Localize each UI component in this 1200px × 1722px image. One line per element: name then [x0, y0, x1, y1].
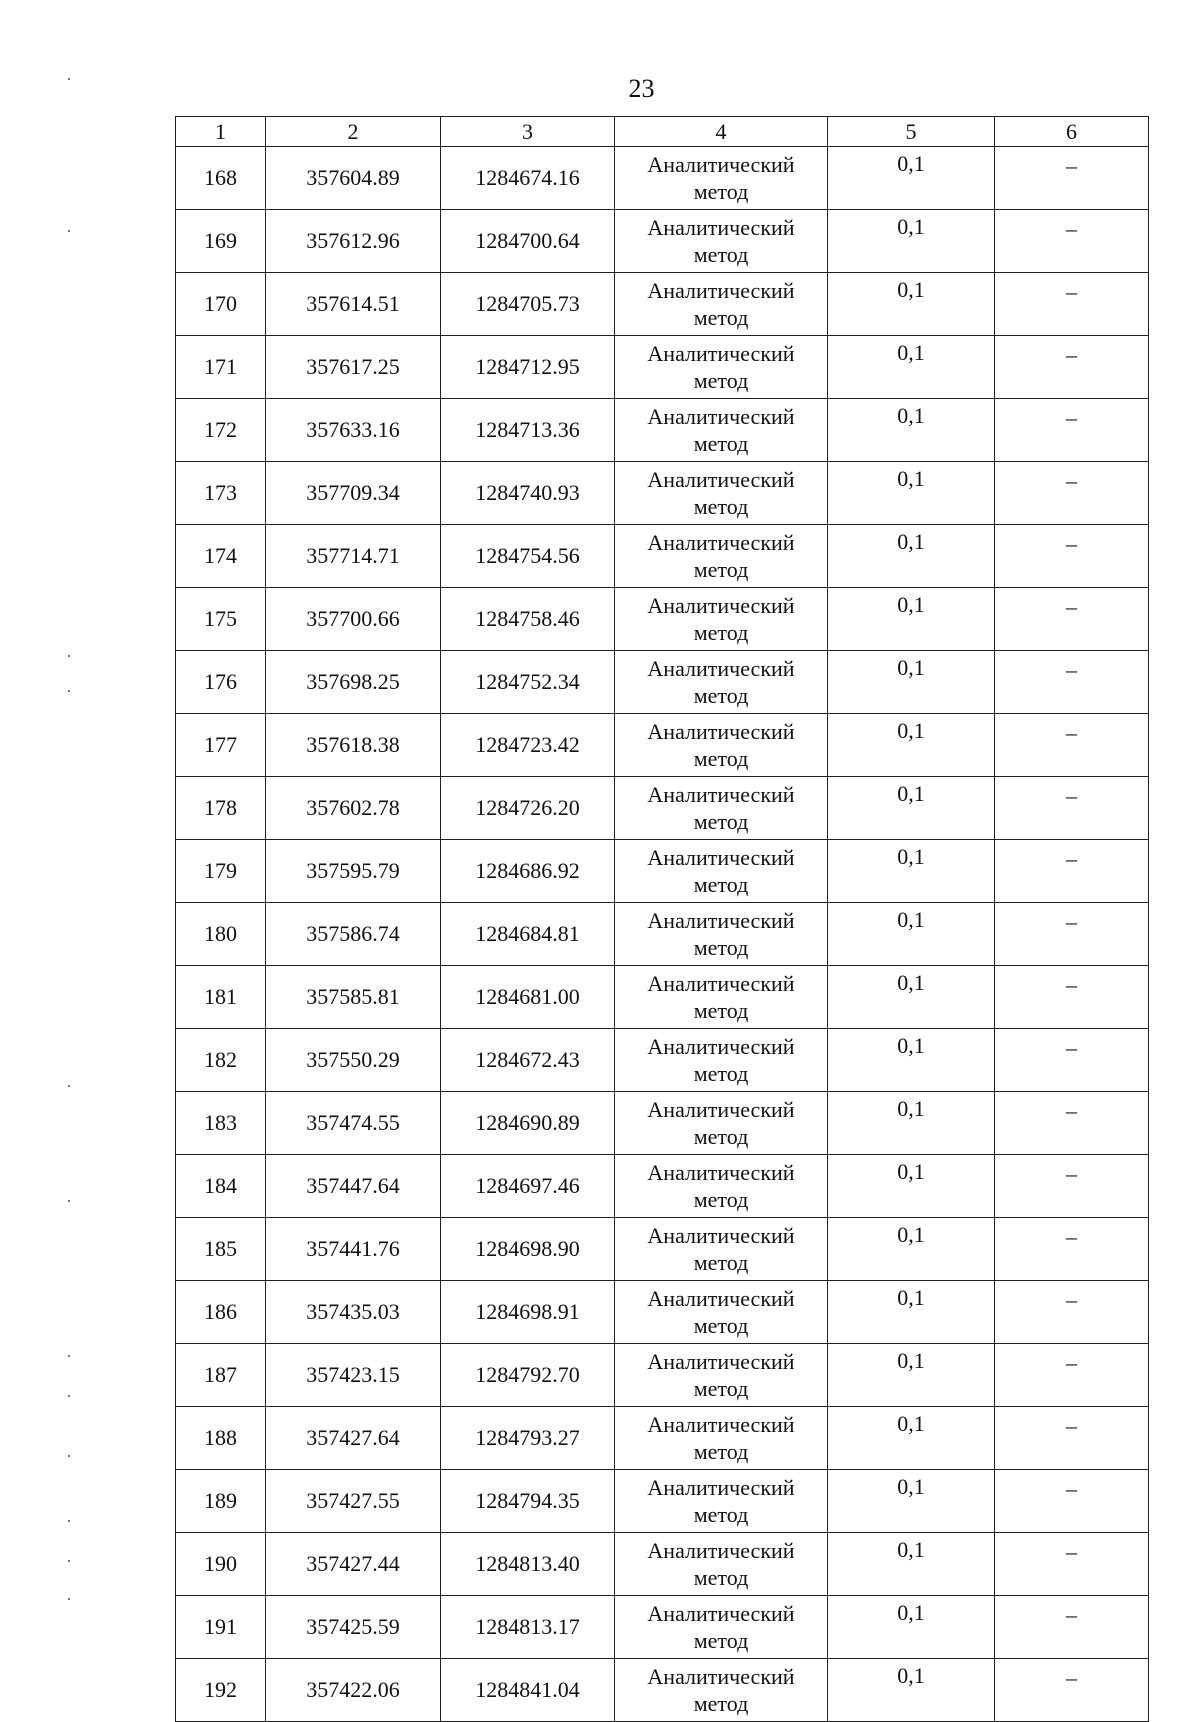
method-cell: [615, 588, 828, 651]
precision-cell: 0,1: [828, 1533, 995, 1596]
method-cell: [615, 1407, 828, 1470]
point-number-cell: 188: [176, 1407, 266, 1470]
scan-mark: [68, 230, 70, 232]
y-coordinate-cell: 1284758.46: [441, 588, 615, 651]
x-coordinate-cell: 357441.76: [266, 1218, 441, 1281]
note-cell: –: [995, 1533, 1149, 1596]
scan-mark: [68, 1395, 70, 1397]
method-line: Аналитический: [647, 1664, 795, 1689]
method-line: метод: [693, 683, 749, 708]
method-line: Аналитический: [647, 404, 795, 429]
method-line: Аналитический: [647, 656, 795, 681]
point-number-cell: 176: [176, 651, 266, 714]
x-coordinate-cell: 357618.38: [266, 714, 441, 777]
method-cell: [615, 147, 828, 210]
point-number-cell: 192: [176, 1659, 266, 1722]
method-line: Аналитический: [647, 341, 795, 366]
table-row: [176, 840, 1149, 903]
method-line: Аналитический: [647, 1475, 795, 1500]
method-cell: [615, 1596, 828, 1659]
method-line: Аналитический: [647, 593, 795, 618]
x-coordinate-cell: 357698.25: [266, 651, 441, 714]
point-number-cell: 181: [176, 966, 266, 1029]
method-line: Аналитический: [647, 1538, 795, 1563]
y-coordinate-cell: 1284792.70: [441, 1344, 615, 1407]
note-cell: –: [995, 1659, 1149, 1722]
precision-cell: 0,1: [828, 1092, 995, 1155]
precision-cell: 0,1: [828, 147, 995, 210]
method-line: метод: [693, 746, 749, 771]
point-number-cell: 180: [176, 903, 266, 966]
method-cell: [615, 1659, 828, 1722]
precision-cell: 0,1: [828, 1407, 995, 1470]
x-coordinate-cell: 357585.81: [266, 966, 441, 1029]
point-number-cell: 183: [176, 1092, 266, 1155]
x-coordinate-cell: 357700.66: [266, 588, 441, 651]
method-cell: [615, 399, 828, 462]
y-coordinate-cell: 1284752.34: [441, 651, 615, 714]
point-number-cell: 187: [176, 1344, 266, 1407]
precision-cell: 0,1: [828, 273, 995, 336]
note-cell: –: [995, 588, 1149, 651]
point-number-cell: 178: [176, 777, 266, 840]
note-cell: –: [995, 1092, 1149, 1155]
y-coordinate-cell: 1284686.92: [441, 840, 615, 903]
x-coordinate-cell: 357595.79: [266, 840, 441, 903]
note-cell: –: [995, 210, 1149, 273]
method-cell: [615, 273, 828, 336]
method-cell: [615, 1029, 828, 1092]
note-cell: –: [995, 651, 1149, 714]
method-cell: [615, 903, 828, 966]
scan-mark: [68, 1520, 70, 1522]
precision-cell: 0,1: [828, 588, 995, 651]
note-cell: –: [995, 462, 1149, 525]
precision-cell: 0,1: [828, 1659, 995, 1722]
point-number-cell: 189: [176, 1470, 266, 1533]
column-header-3: 3: [441, 117, 615, 147]
method-line: Аналитический: [647, 467, 795, 492]
method-cell: [615, 651, 828, 714]
point-number-cell: 170: [176, 273, 266, 336]
table-row: [176, 1218, 1149, 1281]
method-line: метод: [693, 809, 749, 834]
y-coordinate-cell: 1284723.42: [441, 714, 615, 777]
x-coordinate-cell: 357602.78: [266, 777, 441, 840]
method-cell: [615, 1155, 828, 1218]
note-cell: –: [995, 1218, 1149, 1281]
method-line: Аналитический: [647, 278, 795, 303]
x-coordinate-cell: 357427.64: [266, 1407, 441, 1470]
note-cell: –: [995, 840, 1149, 903]
method-cell: [615, 1470, 828, 1533]
table-row: [176, 651, 1149, 714]
y-coordinate-cell: 1284794.35: [441, 1470, 615, 1533]
method-line: метод: [693, 1628, 749, 1653]
point-number-cell: 173: [176, 462, 266, 525]
method-cell: [615, 462, 828, 525]
method-line: Аналитический: [647, 1034, 795, 1059]
method-line: метод: [693, 242, 749, 267]
table-row: [176, 903, 1149, 966]
precision-cell: 0,1: [828, 1029, 995, 1092]
precision-cell: 0,1: [828, 1218, 995, 1281]
precision-cell: 0,1: [828, 966, 995, 1029]
method-line: Аналитический: [647, 1412, 795, 1437]
x-coordinate-cell: 357435.03: [266, 1281, 441, 1344]
method-line: метод: [693, 620, 749, 645]
method-line: метод: [693, 1691, 749, 1716]
table-body: [176, 147, 1149, 1722]
y-coordinate-cell: 1284712.95: [441, 336, 615, 399]
table-row: [176, 1596, 1149, 1659]
x-coordinate-cell: 357633.16: [266, 399, 441, 462]
method-line: метод: [693, 935, 749, 960]
point-number-cell: 174: [176, 525, 266, 588]
method-line: Аналитический: [647, 845, 795, 870]
table-row: [176, 1470, 1149, 1533]
precision-cell: 0,1: [828, 840, 995, 903]
point-number-cell: 175: [176, 588, 266, 651]
method-line: метод: [693, 1061, 749, 1086]
method-line: метод: [693, 1502, 749, 1527]
precision-cell: 0,1: [828, 336, 995, 399]
x-coordinate-cell: 357425.59: [266, 1596, 441, 1659]
point-number-cell: 172: [176, 399, 266, 462]
note-cell: –: [995, 336, 1149, 399]
note-cell: –: [995, 1155, 1149, 1218]
x-coordinate-cell: 357427.44: [266, 1533, 441, 1596]
method-line: Аналитический: [647, 215, 795, 240]
x-coordinate-cell: 357550.29: [266, 1029, 441, 1092]
y-coordinate-cell: 1284793.27: [441, 1407, 615, 1470]
note-cell: –: [995, 777, 1149, 840]
method-line: Аналитический: [647, 719, 795, 744]
method-cell: [615, 714, 828, 777]
note-cell: –: [995, 1596, 1149, 1659]
method-cell: [615, 1092, 828, 1155]
x-coordinate-cell: 357714.71: [266, 525, 441, 588]
column-header-5: 5: [828, 117, 995, 147]
table-row: [176, 399, 1149, 462]
y-coordinate-cell: 1284841.04: [441, 1659, 615, 1722]
method-line: метод: [693, 998, 749, 1023]
precision-cell: 0,1: [828, 1596, 995, 1659]
y-coordinate-cell: 1284674.16: [441, 147, 615, 210]
scan-mark: [68, 1355, 70, 1357]
method-line: метод: [693, 431, 749, 456]
column-header-2: 2: [266, 117, 441, 147]
precision-cell: 0,1: [828, 525, 995, 588]
precision-cell: 0,1: [828, 1470, 995, 1533]
y-coordinate-cell: 1284672.43: [441, 1029, 615, 1092]
method-line: метод: [693, 494, 749, 519]
point-number-cell: 177: [176, 714, 266, 777]
precision-cell: 0,1: [828, 714, 995, 777]
method-cell: [615, 966, 828, 1029]
method-line: Аналитический: [647, 908, 795, 933]
y-coordinate-cell: 1284705.73: [441, 273, 615, 336]
method-line: Аналитический: [647, 1160, 795, 1185]
precision-cell: 0,1: [828, 651, 995, 714]
method-cell: [615, 1281, 828, 1344]
y-coordinate-cell: 1284813.17: [441, 1596, 615, 1659]
method-cell: [615, 525, 828, 588]
note-cell: –: [995, 147, 1149, 210]
note-cell: –: [995, 903, 1149, 966]
point-number-cell: 169: [176, 210, 266, 273]
x-coordinate-cell: 357447.64: [266, 1155, 441, 1218]
precision-cell: 0,1: [828, 1155, 995, 1218]
method-line: Аналитический: [647, 1286, 795, 1311]
method-cell: [615, 840, 828, 903]
point-number-cell: 182: [176, 1029, 266, 1092]
method-line: метод: [693, 305, 749, 330]
method-cell: [615, 1218, 828, 1281]
point-number-cell: 184: [176, 1155, 266, 1218]
method-line: метод: [693, 1124, 749, 1149]
y-coordinate-cell: 1284684.81: [441, 903, 615, 966]
note-cell: –: [995, 1029, 1149, 1092]
precision-cell: 0,1: [828, 399, 995, 462]
table-row: [176, 966, 1149, 1029]
note-cell: –: [995, 1470, 1149, 1533]
table-header: [176, 117, 1149, 147]
method-line: Аналитический: [647, 1223, 795, 1248]
note-cell: –: [995, 1281, 1149, 1344]
table-row: [176, 588, 1149, 651]
scan-mark: [68, 655, 70, 657]
precision-cell: 0,1: [828, 1344, 995, 1407]
table-row: [176, 1281, 1149, 1344]
method-line: метод: [693, 1565, 749, 1590]
note-cell: –: [995, 1407, 1149, 1470]
method-line: метод: [693, 1187, 749, 1212]
method-line: метод: [693, 557, 749, 582]
note-cell: –: [995, 966, 1149, 1029]
x-coordinate-cell: 357604.89: [266, 147, 441, 210]
table-row: [176, 462, 1149, 525]
y-coordinate-cell: 1284697.46: [441, 1155, 615, 1218]
method-line: Аналитический: [647, 971, 795, 996]
method-cell: [615, 1344, 828, 1407]
x-coordinate-cell: 357617.25: [266, 336, 441, 399]
method-line: Аналитический: [647, 1601, 795, 1626]
x-coordinate-cell: 357422.06: [266, 1659, 441, 1722]
point-number-cell: 168: [176, 147, 266, 210]
column-header-1: 1: [176, 117, 266, 147]
point-number-cell: 186: [176, 1281, 266, 1344]
method-line: метод: [693, 872, 749, 897]
y-coordinate-cell: 1284754.56: [441, 525, 615, 588]
method-cell: [615, 336, 828, 399]
point-number-cell: 191: [176, 1596, 266, 1659]
method-line: метод: [693, 179, 749, 204]
x-coordinate-cell: 357586.74: [266, 903, 441, 966]
page-number: 23: [628, 74, 655, 103]
y-coordinate-cell: 1284813.40: [441, 1533, 615, 1596]
x-coordinate-cell: 357474.55: [266, 1092, 441, 1155]
y-coordinate-cell: 1284681.00: [441, 966, 615, 1029]
x-coordinate-cell: 357709.34: [266, 462, 441, 525]
scan-mark: [68, 1200, 70, 1202]
point-number-cell: 171: [176, 336, 266, 399]
table-row: [176, 777, 1149, 840]
precision-cell: 0,1: [828, 210, 995, 273]
x-coordinate-cell: 357614.51: [266, 273, 441, 336]
precision-cell: 0,1: [828, 462, 995, 525]
column-header-6: 6: [995, 117, 1149, 147]
table-row: [176, 336, 1149, 399]
precision-cell: 0,1: [828, 903, 995, 966]
method-line: Аналитический: [647, 782, 795, 807]
precision-cell: 0,1: [828, 777, 995, 840]
table-row: [176, 1407, 1149, 1470]
table-row: [176, 714, 1149, 777]
y-coordinate-cell: 1284698.91: [441, 1281, 615, 1344]
method-cell: [615, 210, 828, 273]
y-coordinate-cell: 1284726.20: [441, 777, 615, 840]
y-coordinate-cell: 1284713.36: [441, 399, 615, 462]
point-number-cell: 179: [176, 840, 266, 903]
x-coordinate-cell: 357612.96: [266, 210, 441, 273]
method-line: Аналитический: [647, 152, 795, 177]
coordinates-table: [175, 116, 1149, 1722]
scan-mark: [68, 1085, 70, 1087]
table-row: [176, 1029, 1149, 1092]
x-coordinate-cell: 357427.55: [266, 1470, 441, 1533]
header-row: [176, 117, 1149, 147]
y-coordinate-cell: 1284690.89: [441, 1092, 615, 1155]
y-coordinate-cell: 1284740.93: [441, 462, 615, 525]
note-cell: –: [995, 273, 1149, 336]
point-number-cell: 190: [176, 1533, 266, 1596]
table-row: [176, 1092, 1149, 1155]
method-line: метод: [693, 1250, 749, 1275]
table-row: [176, 1155, 1149, 1218]
table-row: [176, 147, 1149, 210]
precision-cell: 0,1: [828, 1281, 995, 1344]
note-cell: –: [995, 399, 1149, 462]
table-row: [176, 525, 1149, 588]
note-cell: –: [995, 525, 1149, 588]
table-row: [176, 273, 1149, 336]
note-cell: –: [995, 714, 1149, 777]
scan-mark: [68, 690, 70, 692]
table-row: [176, 210, 1149, 273]
scan-mark: [68, 1455, 70, 1457]
scan-mark: [68, 78, 70, 80]
method-cell: [615, 1533, 828, 1596]
method-line: метод: [693, 1439, 749, 1464]
method-line: метод: [693, 368, 749, 393]
method-line: метод: [693, 1313, 749, 1338]
x-coordinate-cell: 357423.15: [266, 1344, 441, 1407]
point-number-cell: 185: [176, 1218, 266, 1281]
table-row: [176, 1344, 1149, 1407]
note-cell: –: [995, 1344, 1149, 1407]
method-line: Аналитический: [647, 1097, 795, 1122]
column-header-4: 4: [615, 117, 828, 147]
y-coordinate-cell: 1284698.90: [441, 1218, 615, 1281]
table-row: [176, 1533, 1149, 1596]
method-line: Аналитический: [647, 530, 795, 555]
method-line: Аналитический: [647, 1349, 795, 1374]
table-row: [176, 1659, 1149, 1722]
scan-mark: [68, 1560, 70, 1562]
y-coordinate-cell: 1284700.64: [441, 210, 615, 273]
scan-mark: [68, 1598, 70, 1600]
method-line: метод: [693, 1376, 749, 1401]
method-cell: [615, 777, 828, 840]
